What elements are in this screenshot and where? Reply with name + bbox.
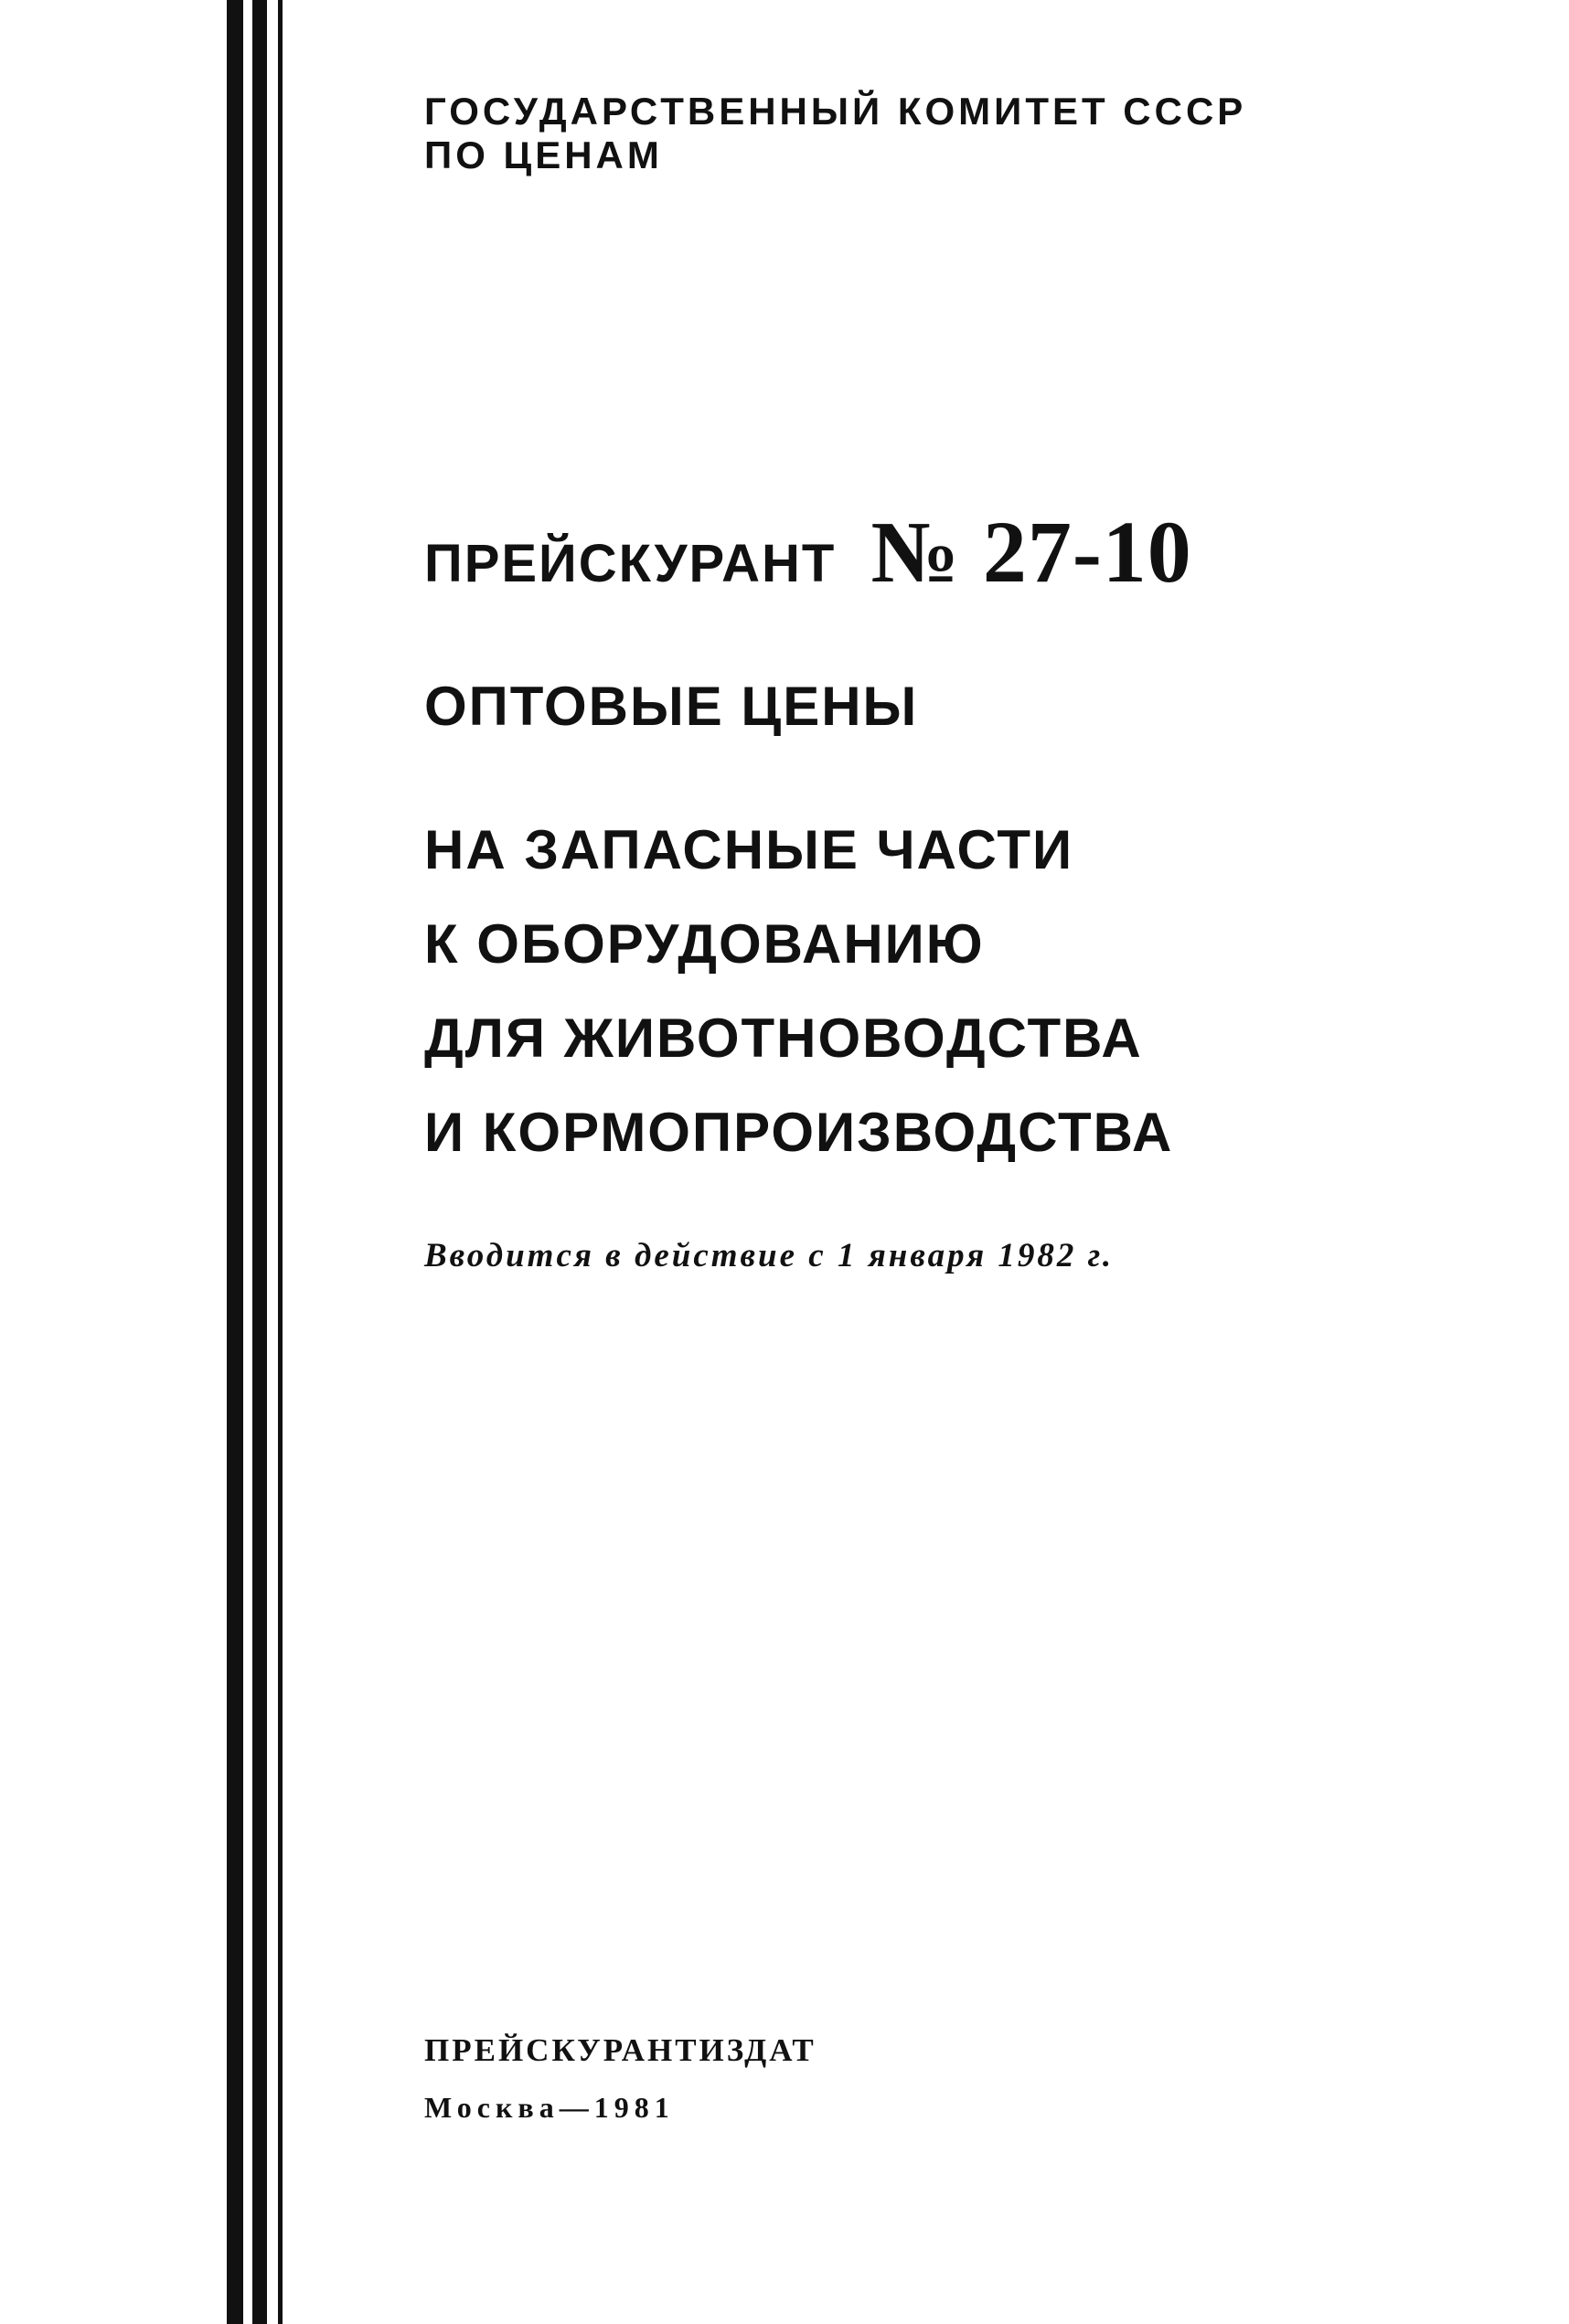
document-title xyxy=(424,501,1192,602)
organization-line-2: ПО ЦЕНАМ xyxy=(424,133,663,176)
issuing-organization xyxy=(424,90,1246,177)
binding-stripe-3 xyxy=(278,0,283,2324)
document-subtitle: ОПТОВЫЕ ЦЕНЫ xyxy=(424,676,919,737)
heading-line-1: НА ЗАПАСНЫЕ ЧАСТИ xyxy=(424,819,1074,880)
price-list-label: ПРЕЙСКУРАНТ xyxy=(424,534,837,593)
binding-stripe-1 xyxy=(227,0,243,2324)
heading-line-4: И КОРМОПРОИЗВОДСТВА xyxy=(424,1102,1174,1163)
effective-date: Вводится в действие с 1 января 1982 г. xyxy=(424,1237,1115,1274)
price-list-number: № 27-10 xyxy=(870,503,1192,601)
publication-place-year: Москва—1981 xyxy=(424,2091,675,2124)
heading-line-3: ДЛЯ ЖИВОТНОВОДСТВА xyxy=(424,1007,1143,1069)
publisher-name: ПРЕЙСКУРАНТИЗДАТ xyxy=(424,2032,817,2068)
binding-stripe-2 xyxy=(252,0,267,2324)
imprint xyxy=(424,2022,817,2136)
organization-line-1: ГОСУДАРСТВЕННЫЙ КОМИТЕТ СССР xyxy=(424,90,1247,133)
document-heading xyxy=(424,803,1173,1179)
heading-line-2: К ОБОРУДОВАНИЮ xyxy=(424,913,985,975)
